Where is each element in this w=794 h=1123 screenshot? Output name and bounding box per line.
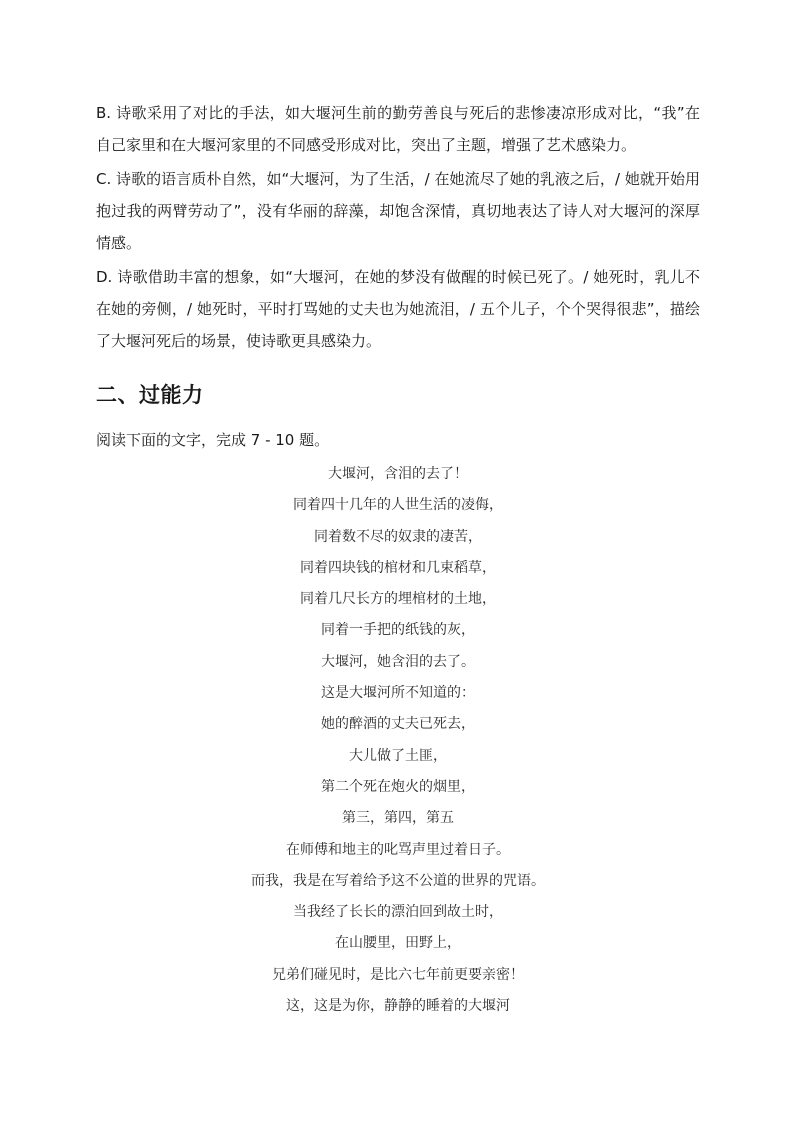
poem-line: 这，这是为你，静静的睡着的大堰河 — [286, 998, 510, 1015]
poem-line: 同着四块钱的棺材和几束稻草， — [300, 559, 496, 576]
poem-line: 同着数不尽的奴隶的凄苦， — [314, 528, 482, 545]
poem-line: 大堰河，她含泪的去了。 — [321, 653, 475, 670]
poem-line: 当我经了长长的漂泊回到故土时， — [293, 904, 503, 921]
poem-line: 这是大堰河所不知道的： — [321, 685, 475, 702]
option-d: D. 诗歌借助丰富的想象，如“大堰河，在她的梦没有做醒的时候已死了。/ 她死时，乳儿不在她的旁侧，/ 她死时，平时打骂她的丈夫也为她流泪，/ 五个儿子，个个哭得很悲”，描绘了大堰河死后的场景，使诗歌更具感染力。 — [96, 268, 700, 350]
poem-line: 第三，第四，第五 — [342, 810, 454, 827]
poem-line: 她的醉酒的丈夫已死去， — [321, 716, 475, 733]
poem-line: 同着四十几年的人世生活的凌侮， — [293, 497, 503, 514]
poem-line: 同着几尺长方的埋棺材的土地， — [300, 591, 496, 608]
section-heading: 二、过能力 — [96, 383, 204, 407]
poem-line: 而我，我是在写着给予这不公道的世界的咒语。 — [251, 872, 545, 889]
poem-excerpt — [96, 459, 700, 1022]
option-c: C. 诗歌的语言质朴自然，如“大堰河，为了生活，/ 在她流尽了她的乳液之后，/ 她就开始用抱过我的两臂劳动了”，没有华丽的辞藻，却饱含深情，真切地表达了诗人对大堰河的深厚情感。 — [96, 170, 700, 252]
poem-line: 同着一手把的纸钱的灰， — [321, 622, 475, 639]
poem-line: 兄弟们碰见时，是比六七年前更要亲密！ — [272, 966, 524, 983]
poem-line: 在师傅和地主的叱骂声里过着日子。 — [286, 841, 510, 858]
option-b: B. 诗歌采用了对比的手法，如大堰河生前的勤劳善良与死后的悲惨凄凉形成对比，“我”在自己家里和在大堰河家里的不同感受形成对比，突出了主题，增强了艺术感染力。 — [96, 104, 700, 154]
poem-line: 大儿做了土匪， — [349, 747, 447, 764]
poem-line: 大堰河，含泪的去了！ — [328, 466, 468, 482]
poem-line: 第二个死在炮火的烟里， — [321, 778, 475, 795]
poem-line: 在山腰里，田野上， — [335, 935, 461, 952]
answer-options — [96, 97, 700, 359]
reading-instruction: 阅读下面的文字，完成 7 - 10 题。 — [96, 431, 330, 449]
